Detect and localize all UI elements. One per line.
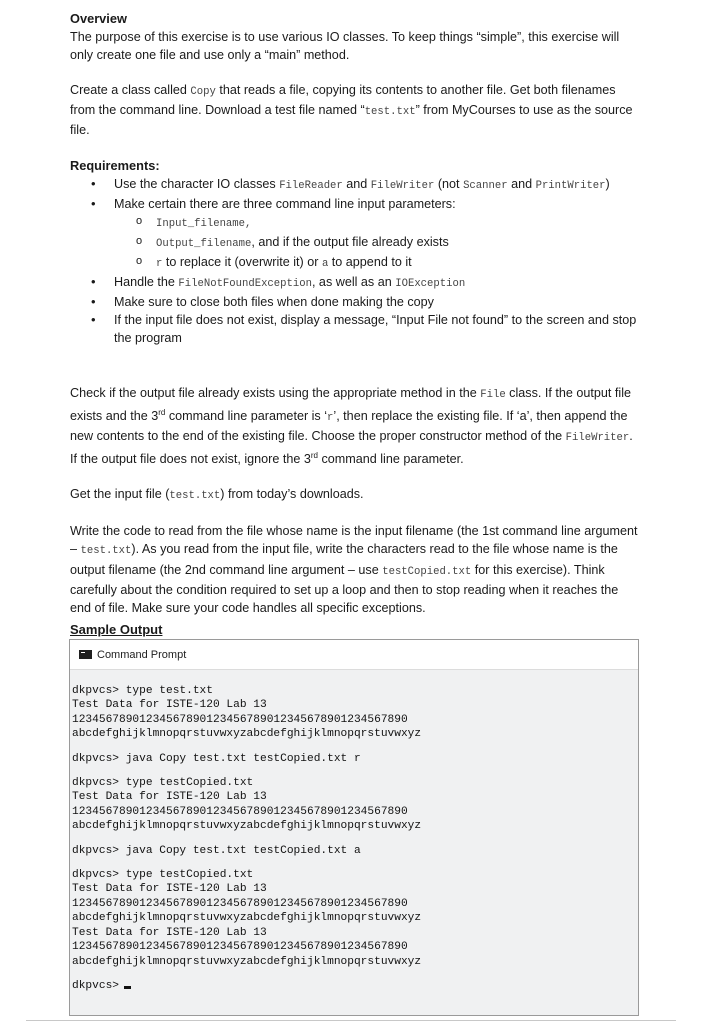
console-prompt-line bbox=[72, 979, 636, 993]
text: to replace it (overwrite it) or bbox=[162, 255, 322, 270]
console-line: Test Data for ISTE-120 Lab 13 bbox=[72, 699, 267, 712]
console-line: 12345678901234567890123456789012345678901234567890 bbox=[72, 805, 408, 818]
code-ioexception: IOException bbox=[395, 278, 466, 291]
sub-list-item bbox=[114, 213, 640, 233]
code-filereader: FileReader bbox=[279, 179, 343, 192]
text: ) from today’s downloads. bbox=[220, 487, 364, 502]
page-bottom-rule bbox=[26, 1020, 676, 1021]
text: command line parameter. bbox=[317, 452, 464, 467]
console-line: dkpvcs> java Copy test.txt testCopied.txt a bbox=[72, 844, 361, 857]
code-a: a bbox=[321, 258, 329, 271]
get-input-paragraph bbox=[70, 485, 640, 505]
text: ). As you read from the input file, write the characters read to the file whose name is the output filename (the 2nd command line argument – use bbox=[70, 542, 618, 577]
list-item bbox=[70, 175, 640, 195]
text: that reads a file, copying its contents to another file. Get both filenames from the command line. Download a test file named “ bbox=[70, 83, 616, 118]
console-prompt: dkpvcs> bbox=[72, 979, 119, 992]
console-output bbox=[70, 670, 638, 1015]
text: ) bbox=[605, 176, 610, 191]
code-r: r bbox=[156, 258, 163, 271]
console-block-1 bbox=[72, 684, 636, 742]
code-copy: Copy bbox=[190, 86, 216, 99]
text: and bbox=[507, 176, 536, 191]
sub-list-item bbox=[114, 253, 640, 273]
text: ’, then replace the existing file. If ‘ bbox=[333, 408, 520, 423]
list-item bbox=[70, 195, 640, 273]
list-item bbox=[70, 273, 640, 293]
text: , as well as an bbox=[311, 275, 396, 290]
console-line: Test Data for ISTE-120 Lab 13 bbox=[72, 883, 267, 896]
text: and bbox=[342, 176, 371, 191]
console-line: dkpvcs> java Copy test.txt testCopied.txt r bbox=[72, 752, 361, 765]
check-paragraph bbox=[70, 384, 640, 469]
text: (not bbox=[434, 176, 464, 191]
requirements-list bbox=[70, 175, 640, 348]
console-line: 12345678901234567890123456789012345678901234567890 bbox=[72, 897, 408, 910]
code-filewriter: FileWriter bbox=[565, 431, 630, 444]
sub-list-item bbox=[114, 233, 640, 253]
text: Get the input file ( bbox=[70, 487, 170, 502]
list-item bbox=[70, 293, 640, 311]
code-r: r bbox=[327, 411, 334, 424]
text: Handle the bbox=[114, 275, 179, 290]
console-block-2 bbox=[72, 752, 636, 766]
text: If the input file does not exist, display a message, “Input File not found” to the screen and stop the program bbox=[114, 313, 637, 346]
write-paragraph bbox=[70, 522, 640, 616]
requirements-heading: Requirements: bbox=[70, 157, 160, 173]
code-output-filename: Output_filename bbox=[156, 237, 252, 250]
text: ” from MyCourses to use as the source file. bbox=[70, 103, 633, 138]
console-window-title: Command Prompt bbox=[97, 648, 187, 661]
code-file: File bbox=[480, 388, 506, 401]
overview-heading: Overview bbox=[70, 11, 127, 26]
text-a: a bbox=[519, 408, 527, 423]
text: Write the code to read from the file whose name is the input filename (the 1st command line argument – bbox=[70, 524, 638, 557]
console-line: dkpvcs> type test.txt bbox=[72, 685, 213, 697]
code-testcopied-txt: testCopied.txt bbox=[382, 565, 472, 578]
text: . If the output file does not exist, ignore the 3 bbox=[70, 428, 633, 467]
console-line: 12345678901234567890123456789012345678901234567890 bbox=[72, 713, 408, 726]
text: command line parameter is ‘ bbox=[165, 408, 328, 423]
console-line: abcdefghijklmnopqrstuvwxyzabcdefghijklmnopqrstuvwxyz bbox=[72, 955, 422, 968]
overview-paragraph: The purpose of this exercise is to use various IO classes. To keep things “simple”, this exercise will only create one file and use only a “main” method. bbox=[70, 30, 620, 63]
text: for this exercise). Think carefully about the condition required to set up a loop and then to stop reading when it reaches the end of file. Make sure your code handles all specific exceptions. bbox=[70, 562, 619, 615]
code-printwriter: PrintWriter bbox=[535, 179, 606, 192]
text: class. If the output file exists and the 3 bbox=[70, 385, 631, 423]
console-line: dkpvcs> type testCopied.txt bbox=[72, 777, 254, 790]
console-line: Test Data for ISTE-120 Lab 13 bbox=[72, 791, 267, 804]
parameter-sublist bbox=[114, 213, 640, 273]
sample-output-heading: Sample Output bbox=[70, 622, 163, 637]
code-test-txt: test.txt bbox=[80, 545, 132, 558]
intro-paragraph bbox=[70, 81, 640, 139]
text-cursor bbox=[124, 986, 131, 989]
text: ’, then append the new contents to the end of the existing file. Choose the proper constructor method of the bbox=[70, 408, 628, 443]
code-filewriter: FileWriter bbox=[370, 179, 435, 192]
code-filenotfoundexception: FileNotFoundException bbox=[178, 278, 312, 291]
console-block-3 bbox=[72, 776, 636, 834]
list-item bbox=[70, 311, 640, 347]
console-block-5 bbox=[72, 868, 636, 969]
text: , and if the output file already exists bbox=[251, 234, 449, 249]
text: Create a class called bbox=[70, 83, 191, 98]
code-input-filename: Input_filename, bbox=[156, 217, 252, 230]
console-line: abcdefghijklmnopqrstuvwxyzabcdefghijklmnopqrstuvwxyz bbox=[72, 728, 422, 741]
console-line: dkpvcs> type testCopied.txt bbox=[72, 869, 254, 882]
console-line: 12345678901234567890123456789012345678901234567890 bbox=[72, 941, 408, 954]
console-line: Test Data for ISTE-120 Lab 13 bbox=[72, 926, 267, 939]
console-line: abcdefghijklmnopqrstuvwxyzabcdefghijklmnopqrstuvwxyz bbox=[72, 912, 422, 925]
console-line: abcdefghijklmnopqrstuvwxyzabcdefghijklmnopqrstuvwxyz bbox=[72, 820, 422, 833]
console-title-bar bbox=[70, 640, 638, 670]
text: Make certain there are three command line input parameters: bbox=[114, 196, 456, 211]
document-body bbox=[70, 10, 640, 617]
text: Make sure to close both files when done making the copy bbox=[114, 295, 434, 310]
code-test-txt: test.txt bbox=[169, 490, 221, 503]
text: Check if the output file already exists using the appropriate method in the bbox=[70, 385, 481, 400]
code-test-txt: test.txt bbox=[364, 106, 416, 119]
code-scanner: Scanner bbox=[463, 179, 508, 192]
command-prompt-window bbox=[69, 639, 639, 1016]
superscript: rd bbox=[158, 407, 166, 417]
command-prompt-icon bbox=[79, 650, 92, 659]
superscript: rd bbox=[310, 450, 318, 460]
text: to append to it bbox=[328, 255, 412, 270]
text: Use the character IO classes bbox=[114, 176, 280, 191]
console-block-4 bbox=[72, 844, 636, 858]
